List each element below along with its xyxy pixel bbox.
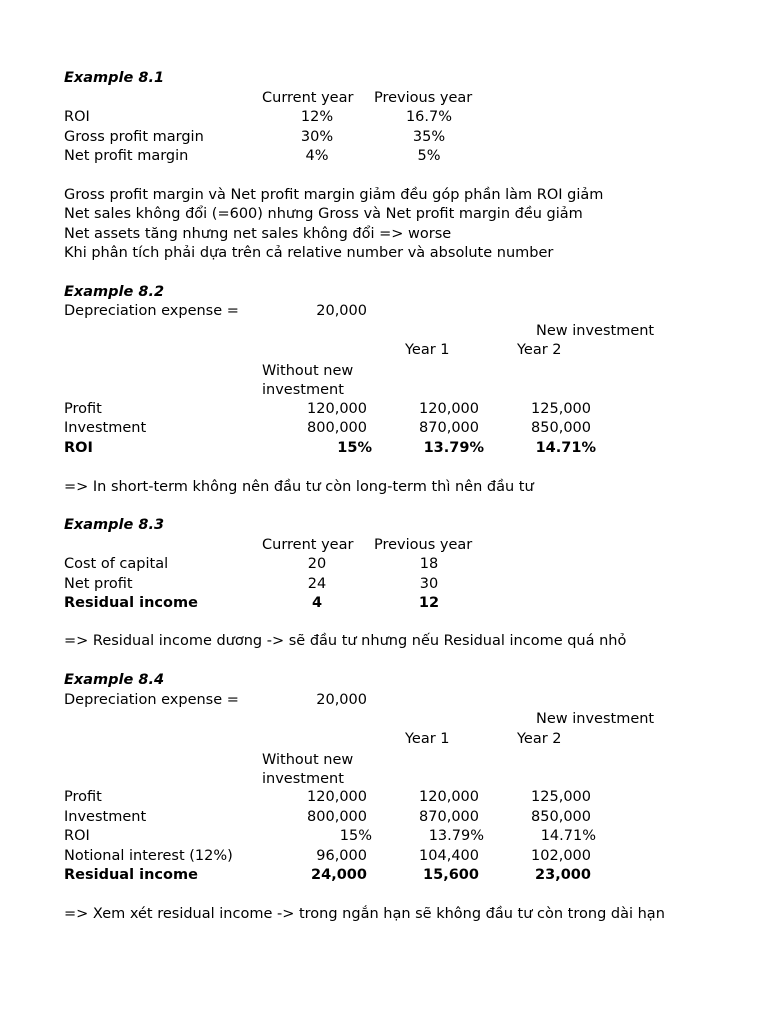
example-8-3-title: Example 8.3 bbox=[64, 517, 165, 533]
ex82-row-label: ROI bbox=[64, 440, 93, 456]
example-8-1-title: Example 8.1 bbox=[64, 70, 165, 86]
ex81-row-current: 30% bbox=[300, 129, 334, 145]
ex81-row-label: Gross profit margin bbox=[64, 129, 204, 145]
ex84-row-value: 15,600 bbox=[423, 867, 479, 883]
ex82-note: => In short-term không nên đầu tư còn long-term thì nên đầu tư bbox=[64, 479, 534, 495]
ex81-row-label: Net profit margin bbox=[64, 148, 189, 164]
ex83-row-previous: 18 bbox=[419, 556, 439, 572]
ex84-row-label: Residual income bbox=[64, 867, 198, 883]
ex84-new-investment-header: New investment bbox=[536, 711, 655, 727]
ex82-without-header: investment bbox=[262, 382, 344, 398]
ex81-row-label: ROI bbox=[64, 109, 90, 125]
ex84-year1-header: Year 1 bbox=[405, 731, 450, 747]
ex84-without-header: Without new bbox=[262, 752, 354, 768]
ex82-without-header: Without new bbox=[262, 363, 354, 379]
ex84-depreciation-value: 20,000 bbox=[316, 692, 367, 708]
ex84-row-value: 15% bbox=[339, 828, 372, 844]
ex83-row-current: 4 bbox=[311, 595, 323, 611]
ex81-col-previous: Previous year bbox=[374, 90, 473, 106]
ex84-row-label: Investment bbox=[64, 809, 147, 825]
ex84-row-value: 24,000 bbox=[311, 867, 367, 883]
ex81-note: Net assets tăng nhưng net sales không đổi => worse bbox=[64, 226, 452, 242]
ex82-row-label: Profit bbox=[64, 401, 102, 417]
ex81-note: Khi phân tích phải dựa trên cả relative number và absolute number bbox=[64, 245, 554, 261]
ex84-row-label: Notional interest (12%) bbox=[64, 848, 233, 864]
example-8-4-title: Example 8.4 bbox=[64, 672, 165, 688]
ex83-row-current: 24 bbox=[307, 576, 327, 592]
ex83-col-current: Current year bbox=[262, 537, 354, 553]
ex82-row-value: 120,000 bbox=[307, 401, 367, 417]
ex83-row-previous: 30 bbox=[419, 576, 439, 592]
ex83-note: => Residual income dương -> sẽ đầu tư nhưng nếu Residual income quá nhỏ bbox=[64, 633, 627, 649]
ex81-row-previous: 5% bbox=[417, 148, 441, 164]
ex83-row-previous: 12 bbox=[418, 595, 440, 611]
ex84-note: => Xem xét residual income -> trong ngắn hạn sẽ không đầu tư còn trong dài hạn bbox=[64, 906, 665, 922]
ex83-row-current: 20 bbox=[307, 556, 327, 572]
ex82-row-value: 14.71% bbox=[535, 440, 596, 456]
ex81-row-current: 4% bbox=[305, 148, 329, 164]
ex81-note: Net sales không đổi (=600) nhưng Gross và Net profit margin đều giảm bbox=[64, 206, 583, 222]
ex84-without-header: investment bbox=[262, 771, 344, 787]
ex82-row-value: 870,000 bbox=[419, 420, 479, 436]
ex84-row-value: 125,000 bbox=[531, 789, 591, 805]
ex84-row-value: 870,000 bbox=[419, 809, 479, 825]
ex84-depreciation-label: Depreciation expense = bbox=[64, 692, 239, 708]
ex82-new-investment-header: New investment bbox=[536, 323, 655, 339]
ex82-depreciation-value: 20,000 bbox=[316, 303, 367, 319]
example-8-2-title: Example 8.2 bbox=[64, 284, 165, 300]
ex83-col-previous: Previous year bbox=[374, 537, 473, 553]
ex84-year2-header: Year 2 bbox=[517, 731, 562, 747]
ex82-row-value: 15% bbox=[337, 440, 372, 456]
ex82-row-value: 125,000 bbox=[531, 401, 591, 417]
ex84-row-value: 850,000 bbox=[531, 809, 591, 825]
ex82-year2-header: Year 2 bbox=[517, 342, 562, 358]
ex83-row-label: Cost of capital bbox=[64, 556, 169, 572]
ex84-row-value: 14.71% bbox=[540, 828, 596, 844]
ex82-row-label: Investment bbox=[64, 420, 147, 436]
ex82-row-value: 850,000 bbox=[531, 420, 591, 436]
ex84-row-label: ROI bbox=[64, 828, 90, 844]
ex84-row-value: 120,000 bbox=[307, 789, 367, 805]
ex81-col-current: Current year bbox=[262, 90, 354, 106]
ex82-year1-header: Year 1 bbox=[405, 342, 450, 358]
ex82-row-value: 13.79% bbox=[423, 440, 484, 456]
ex84-row-value: 102,000 bbox=[531, 848, 591, 864]
ex81-note: Gross profit margin và Net profit margin giảm đều góp phần làm ROI giảm bbox=[64, 187, 604, 203]
ex81-row-previous: 35% bbox=[412, 129, 446, 145]
ex84-row-value: 13.79% bbox=[428, 828, 484, 844]
ex81-row-previous: 16.7% bbox=[405, 109, 453, 125]
ex84-row-label: Profit bbox=[64, 789, 102, 805]
ex83-row-label: Residual income bbox=[64, 595, 198, 611]
ex84-row-value: 23,000 bbox=[535, 867, 591, 883]
ex84-row-value: 96,000 bbox=[316, 848, 367, 864]
ex82-depreciation-label: Depreciation expense = bbox=[64, 303, 239, 319]
ex84-row-value: 104,400 bbox=[419, 848, 479, 864]
ex82-row-value: 800,000 bbox=[307, 420, 367, 436]
ex83-row-label: Net profit bbox=[64, 576, 133, 592]
ex82-row-value: 120,000 bbox=[419, 401, 479, 417]
ex84-row-value: 120,000 bbox=[419, 789, 479, 805]
ex81-row-current: 12% bbox=[300, 109, 334, 125]
ex84-row-value: 800,000 bbox=[307, 809, 367, 825]
